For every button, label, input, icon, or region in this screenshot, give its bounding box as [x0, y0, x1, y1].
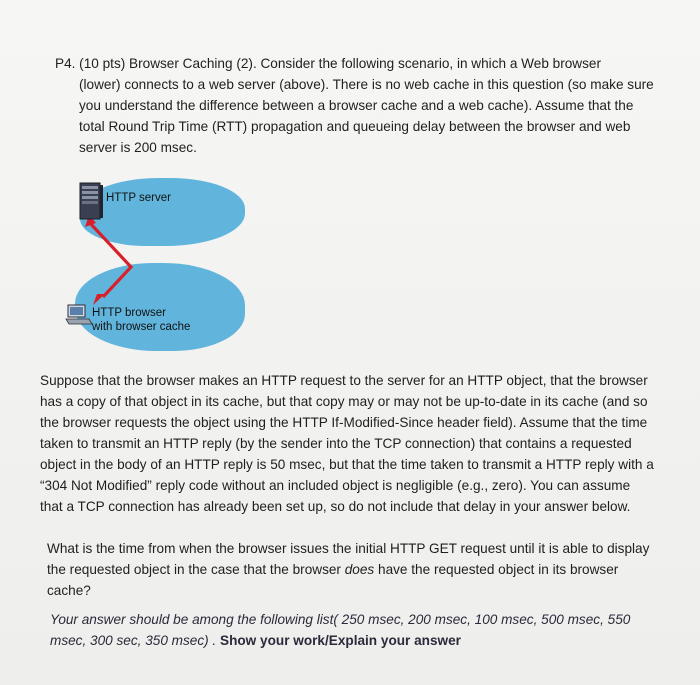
question-paragraph	[47, 538, 652, 601]
arrow-head-down	[93, 294, 105, 305]
problem-intro-text: (lower) connects to a web server (above). There is no web cache in this question (so make sure you understand the difference between a browser cache and a web cache). Assume that the total Round Trip Time (RTT) propagation and queueing delay between the browser and web server is 200 msec.	[79, 77, 654, 155]
scenario-paragraph: Suppose that the browser makes an HTTP request to the server for an HTTP object, that the browser has a copy of that object in its cache, but that copy may or may not be up-to-date in its cache (and so the browser requests the object using the HTTP If-Modified-Since header field). Assume that the time taken to transmit an HTTP reply (by the sender into the TCP connection) that contains a requested object in the body of an HTTP reply is 50 msec, but that the time taken to transmit a HTTP reply with a “304 Not Modified” reply code without an included object is negligible (e.g., zero). You can assume that a TCP connection has already been set up, so do not include that delay in your answer below.	[40, 373, 654, 514]
browser-label-line1: HTTP browser	[92, 307, 166, 319]
network-diagram	[75, 175, 245, 350]
question-text-end: have the requested object in its browser cache?	[47, 562, 619, 598]
browser-label	[92, 306, 190, 334]
problem-title-line: P4. (10 pts) Browser Caching (2). Consider the following scenario, in which a Web browser	[55, 56, 602, 71]
computer-icon	[65, 304, 93, 326]
question-text-start: What is the time from when the browser issues the initial HTTP GET request until it is able to display the requested object in the case that the browser	[47, 541, 650, 577]
browser-label-line2: with browser cache	[92, 321, 191, 333]
answer-instruction: Show your work/Explain your answer	[220, 633, 461, 648]
problem-intro	[55, 53, 655, 158]
answer-options: Your answer should be among the following list( 250 msec, 200 msec, 100 msec, 500 msec, 550 msec, 300 sec, 350 msec) .	[50, 612, 631, 648]
question-emphasis: does	[344, 562, 375, 577]
server-label: HTTP server	[106, 192, 171, 204]
server-icon	[78, 182, 104, 220]
answer-instructions	[50, 609, 650, 651]
